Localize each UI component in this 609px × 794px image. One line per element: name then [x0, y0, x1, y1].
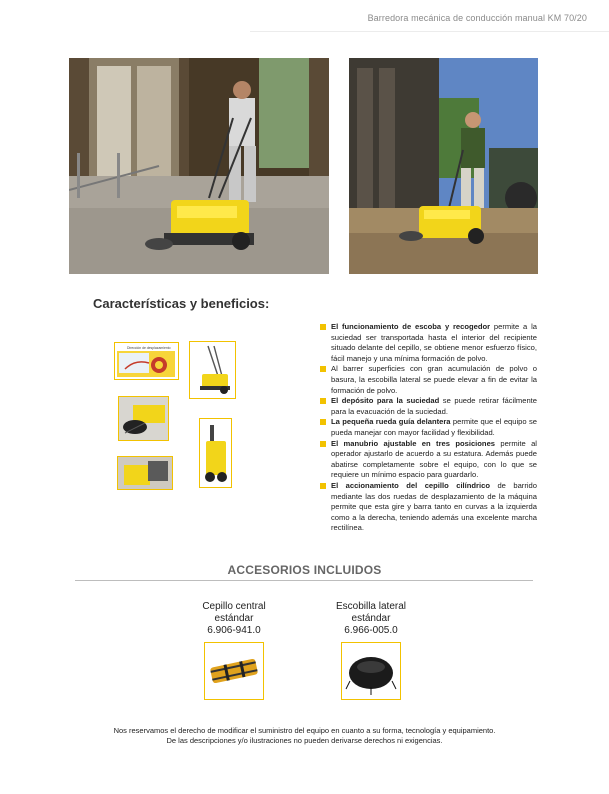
feature-item: [320, 439, 537, 481]
feature-item: [320, 481, 537, 534]
side-brush-image: [341, 642, 401, 700]
bullet-icon: [320, 419, 326, 425]
accessory-side-brush: [311, 601, 431, 700]
photo-dirt-container: [117, 456, 173, 490]
accessory-name-line2: estándar: [351, 613, 391, 624]
header-divider: [250, 31, 609, 32]
accessories-divider: [75, 580, 533, 581]
header-title: Barredora mecánica de conducción manual KM 70/20: [367, 13, 587, 23]
features-list: [320, 322, 537, 534]
accessory-name-line1: Escobilla lateral: [335, 601, 407, 612]
accessory-name-line1: Cepillo central: [202, 601, 266, 612]
accessory-central-brush: [174, 601, 294, 700]
bullet-icon: [320, 398, 326, 404]
feature-item: [320, 396, 537, 417]
diagram-sweeping-principle: [114, 342, 179, 380]
feature-text: permite al operador ajustarlo de acuerdo a su estatura. Además puede abatirse completamente sobre el equipo, con lo que se requiere un mínimo espacio para guardarlo.: [331, 438, 537, 480]
accessories-title: ACCESORIOS INCLUIDOS: [227, 563, 382, 577]
feature-bold: El depósito para la suciedad: [331, 396, 440, 406]
feature-text: permite a la suciedad ser transportada hasta el interior del recipiente situado delante del cepillo, se obtiene menor esfuerzo físico, fácil manejo y una mínima formación de polvo.: [331, 322, 537, 363]
feature-bold: La pequeña rueda guía delantera: [331, 417, 451, 427]
central-brush-image: [204, 642, 264, 700]
photo-sweeper-side: [189, 341, 236, 399]
feature-item: [320, 417, 537, 438]
photo-sweeper-indoor: [69, 58, 329, 274]
bullet-icon: [320, 366, 326, 372]
feature-bold: El funcionamiento de escoba y recogedor: [331, 322, 491, 331]
footer-line1: Nos reservamos el derecho de modificar el suministro del equipo en cuanto a su forma, tecnología y equipamiento.: [113, 726, 496, 735]
feature-bold: El manubrio ajustable en tres posiciones: [331, 438, 496, 448]
accessory-code: 6.906-941.0: [207, 625, 261, 636]
feature-text: permite que el equipo se pueda manejar con mayor facilidad y flexibilidad.: [331, 417, 537, 437]
accessory-code: 6.966-005.0: [344, 625, 398, 636]
footer-disclaimer: [0, 726, 609, 746]
bullet-icon: [320, 483, 326, 489]
photo-folded-handle: [199, 418, 232, 488]
feature-bold: El accionamiento del cepillo cilíndrico: [331, 480, 490, 490]
photo-side-brush: [118, 396, 169, 441]
section-title: Características y beneficios:: [93, 296, 270, 311]
accessory-name-line2: estándar: [214, 613, 254, 624]
feature-text: de barrido mediante las dos ruedas de desplazamiento de la máquina permite que esta gire y barra tanto en curvas a la izquierda como a la derecha, teniendo además una excelente marcha rectilínea.: [331, 480, 537, 533]
feature-text: se puede retirar fácilmente para la evacuación de la suciedad.: [331, 396, 537, 416]
bullet-icon: [320, 441, 326, 447]
bullet-icon: [320, 324, 326, 330]
diagram-caption: Dirección de desplazamiento: [127, 346, 171, 350]
footer-line2: De las descripciones y/o ilustraciones no pueden derivarse derechos ni exigencias.: [166, 736, 443, 745]
feature-item: [320, 364, 537, 396]
feature-text: Al barrer superficies con gran acumulación de polvo o basura, la escobilla lateral se puede elevar a fin de evitar la formación de polvo.: [331, 364, 537, 395]
feature-item: [320, 322, 537, 364]
photo-sweeper-outdoor: [349, 58, 538, 274]
